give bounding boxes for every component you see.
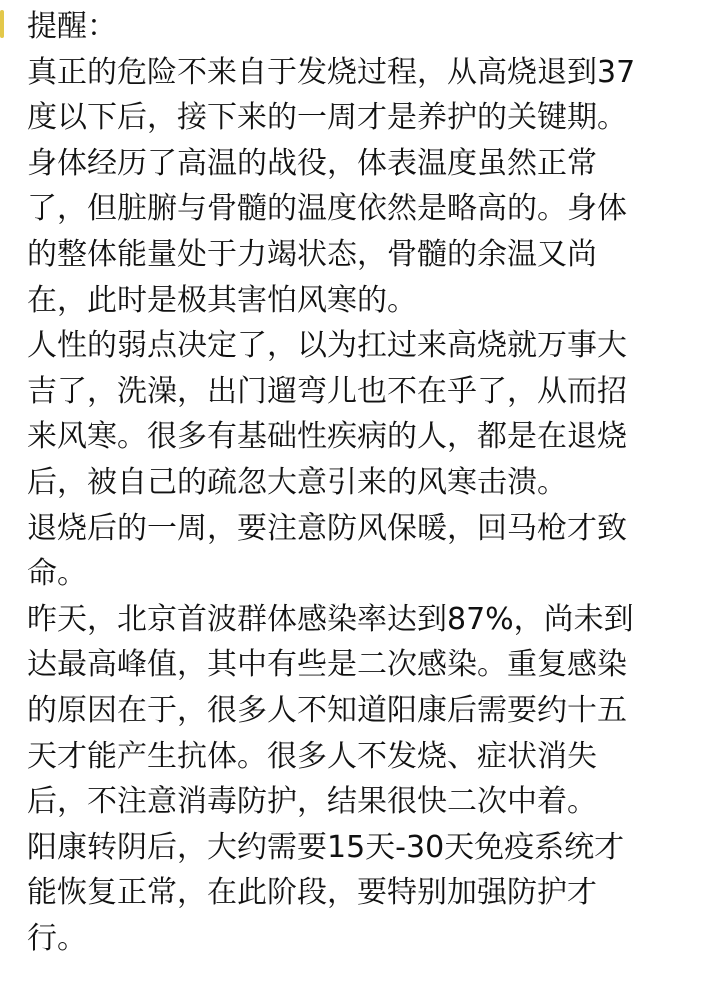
- text-line: 命。: [27, 556, 87, 592]
- text-line: 天才能产生抗体。很多人不发烧、症状消失: [27, 738, 597, 774]
- text-line: 吉了，洗澡，出门遛弯儿也不在乎了，从而招: [27, 373, 627, 409]
- text-line: 在，此时是极其害怕风寒的。: [27, 282, 417, 318]
- text-line: 能恢复正常，在此阶段，要特别加强防护才: [27, 875, 597, 911]
- text-line: 达最高峰值，其中有些是二次感染。重复感染: [27, 647, 627, 683]
- text-line: 来风寒。很多有基础性疾病的人，都是在退烧: [27, 419, 627, 455]
- text-line: 阳康转阴后，大约需要15天-30天免疫系统才: [27, 829, 625, 865]
- text-line: 人性的弱点决定了，以为扛过来高烧就万事大: [27, 328, 627, 364]
- text-line: 后，被自己的疏忽大意引来的风寒击溃。: [27, 464, 567, 500]
- text-line: 昨天，北京首波群体感染率达到87%，尚未到: [27, 601, 634, 637]
- edge-marker: [0, 10, 4, 38]
- text-line: 的整体能量处于力竭状态，骨髓的余温又尚: [27, 236, 597, 272]
- text-line: 行。: [27, 920, 87, 956]
- reminder-text-block: [27, 4, 717, 961]
- text-line: 度以下后，接下来的一周才是养护的关键期。: [27, 100, 627, 136]
- text-line: 身体经历了高温的战役，体表温度虽然正常: [27, 145, 597, 181]
- text-line: 退烧后的一周，要注意防风保暖，回马枪才致: [27, 510, 627, 546]
- text-line: 后，不注意消毒防护，结果很快二次中着。: [27, 784, 597, 820]
- text-line: 了，但脏腑与骨髓的温度依然是略高的。身体: [27, 191, 627, 227]
- text-line: 真正的危险不来自于发烧过程，从高烧退到37: [27, 54, 636, 90]
- reminder-heading: 提醒：: [27, 9, 117, 44]
- text-line: 的原因在于，很多人不知道阳康后需要约十五: [27, 692, 627, 728]
